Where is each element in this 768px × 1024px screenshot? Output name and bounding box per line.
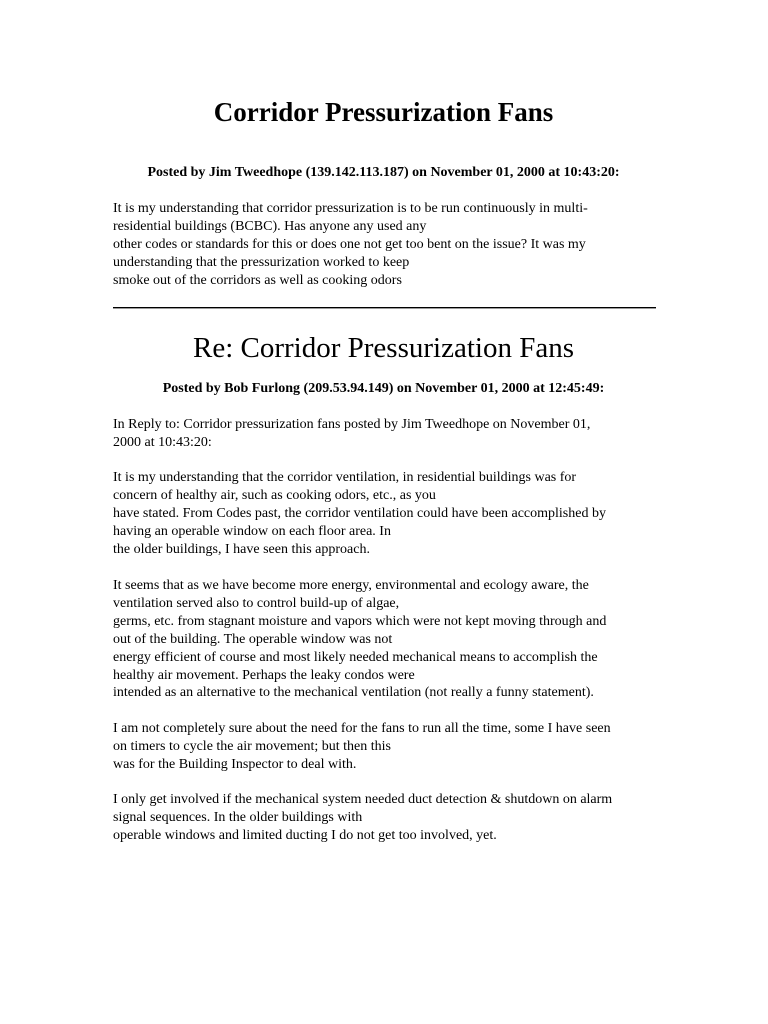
body-line: intended as an alternative to the mechanical ventilation (not really a funny statement). bbox=[113, 685, 594, 701]
body-line: It is my understanding that corridor pressurization is to be run continuously in multi- bbox=[113, 201, 588, 216]
body-line: smoke out of the corridors as well as cooking odors bbox=[113, 272, 402, 288]
reply-paragraph bbox=[113, 720, 658, 774]
body-line: was for the Building Inspector to deal with. bbox=[113, 756, 357, 772]
horizontal-divider bbox=[113, 307, 656, 309]
reply-title: Re: Corridor Pressurization Fans bbox=[193, 332, 574, 364]
body-line: the older buildings, I have seen this approach. bbox=[113, 541, 370, 557]
body-line: on timers to cycle the air movement; but then this bbox=[113, 738, 391, 754]
body-line: understanding that the pressurization worked to keep bbox=[113, 254, 410, 270]
body-line: out of the building. The operable window was not bbox=[113, 631, 393, 647]
body-line: It is my understanding that the corridor ventilation, in residential buildings was for bbox=[113, 470, 577, 485]
reply-paragraph bbox=[113, 791, 658, 845]
body-line: concern of healthy air, such as cooking odors, etc., as you bbox=[113, 487, 436, 503]
body-line: ventilation served also to control build-up of algae, bbox=[113, 595, 400, 611]
body-line: having an operable window on each floor area. In bbox=[113, 523, 391, 539]
body-line: 2000 at 10:43:20: bbox=[113, 434, 212, 450]
body-line: It seems that as we have become more energy, environmental and ecology aware, the bbox=[113, 578, 589, 593]
body-line: In Reply to: Corridor pressurization fans posted by Jim Tweedhope on November 01, bbox=[113, 417, 591, 432]
body-line: other codes or standards for this or does one not get too bent on the issue? It was my bbox=[113, 236, 586, 252]
post-body bbox=[113, 200, 658, 290]
body-line: I only get involved if the mechanical system needed duct detection & shutdown on alarm bbox=[113, 792, 613, 807]
body-line: I am not completely sure about the need for the fans to run all the time, some I have seen bbox=[113, 721, 611, 736]
body-line: energy efficient of course and most likely needed mechanical means to accomplish the bbox=[113, 649, 598, 665]
body-line: healthy air movement. Perhaps the leaky condos were bbox=[113, 667, 415, 683]
body-line: operable windows and limited ducting I do not get too involved, yet. bbox=[113, 827, 497, 843]
reply-posted-by-line: Posted by Bob Furlong (209.53.94.149) on November 01, 2000 at 12:45:49: bbox=[162, 381, 605, 396]
reply-paragraph bbox=[113, 469, 658, 559]
body-line: residential buildings (BCBC). Has anyone any used any bbox=[113, 218, 427, 234]
body-line: signal sequences. In the older buildings with bbox=[113, 809, 363, 825]
body-line: germs, etc. from stagnant moisture and vapors which were not kept moving through and bbox=[113, 613, 607, 629]
body-line: have stated. From Codes past, the corridor ventilation could have been accomplished by bbox=[113, 505, 606, 521]
reply-to-paragraph bbox=[113, 416, 658, 452]
reply-paragraph bbox=[113, 577, 658, 702]
post-title: Corridor Pressurization Fans bbox=[213, 97, 554, 127]
posted-by-line: Posted by Jim Tweedhope (139.142.113.187) on November 01, 2000 at 10:43:20: bbox=[147, 165, 620, 180]
